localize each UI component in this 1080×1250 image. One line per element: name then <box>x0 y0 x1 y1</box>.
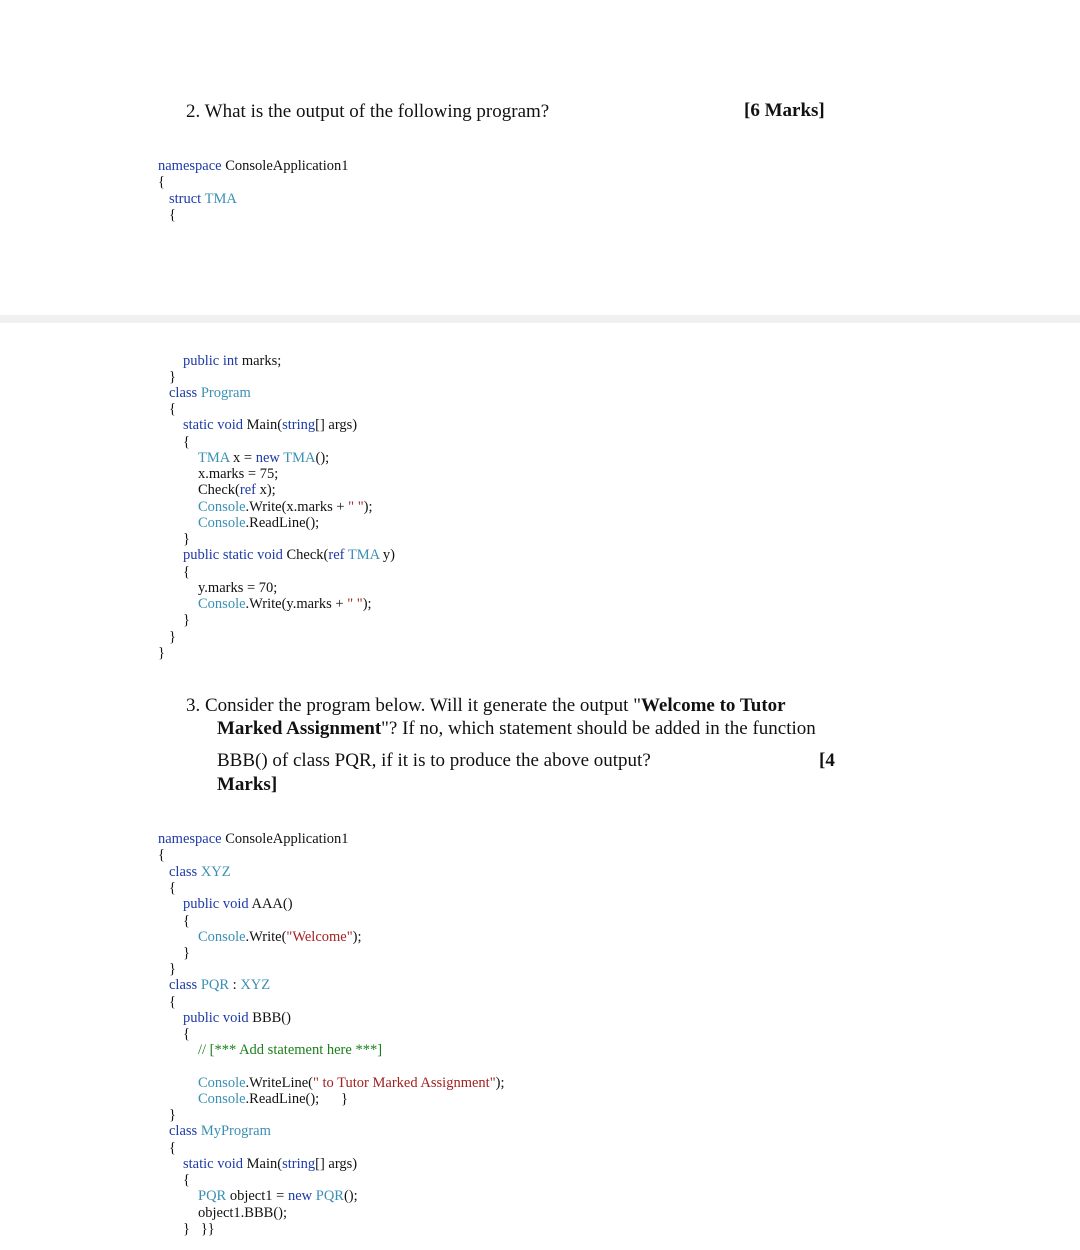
keyword: struct <box>169 191 202 207</box>
code-line: { <box>169 1140 176 1156</box>
type-name: MyProgram <box>200 1123 271 1139</box>
question-number: 2. <box>186 101 201 122</box>
type-name: Console <box>198 596 246 612</box>
type-name: XYZ <box>240 977 271 993</box>
code-text: x = <box>229 450 256 466</box>
code-text: ); <box>352 929 362 945</box>
keyword: new <box>255 450 280 466</box>
code-line: } <box>169 629 176 645</box>
code-line <box>198 450 329 466</box>
code-line <box>183 547 395 563</box>
code-line: } <box>183 531 190 547</box>
code-line <box>198 929 362 945</box>
code-text: .Write( <box>245 929 287 945</box>
code-line: { <box>183 913 190 929</box>
question-text-bold: Welcome to Tutor <box>640 695 786 716</box>
code-text: .ReadLine(); } <box>245 1091 348 1107</box>
code-line: { <box>158 174 165 190</box>
type-name: Console <box>198 1091 246 1107</box>
code-line: { <box>169 994 176 1010</box>
code-line <box>183 353 281 369</box>
code-text: ); <box>363 499 373 515</box>
type-name: TMA <box>283 450 316 466</box>
code-text: (); <box>315 450 330 466</box>
code-line <box>169 977 270 993</box>
keyword: class <box>169 977 198 993</box>
type-name: TMA <box>347 547 380 563</box>
keyword: string <box>282 417 316 433</box>
question-3-line-1 <box>186 695 786 717</box>
keyword: public <box>183 547 220 563</box>
question-2-marks: [6 Marks] <box>744 100 825 121</box>
code-text: BBB() <box>248 1010 291 1026</box>
code-line <box>183 1010 291 1026</box>
keyword: void <box>222 1010 249 1026</box>
type-name: TMA <box>198 450 230 466</box>
keyword: namespace <box>158 158 222 174</box>
code-text: y) <box>379 547 395 563</box>
type-name: PQR <box>200 977 230 993</box>
type-name: XYZ <box>200 864 231 880</box>
page-separator <box>0 315 1080 323</box>
code-line: object1.BBB(); <box>198 1205 288 1221</box>
type-name: Console <box>198 515 246 531</box>
string-literal: " " <box>348 499 364 515</box>
code-line <box>198 1091 348 1107</box>
keyword: void <box>222 896 249 912</box>
keyword: int <box>222 353 239 369</box>
code-text: .Write(x.marks + <box>245 499 349 515</box>
question-number: 3. <box>186 695 201 716</box>
keyword: class <box>169 864 198 880</box>
keyword: void <box>257 547 283 563</box>
code-line <box>198 1188 358 1204</box>
code-text: x); <box>255 482 276 498</box>
question-text-bold: Marked Assignment <box>217 718 382 739</box>
keyword: ref <box>239 482 256 498</box>
question-text: What is the output of the following program? <box>204 101 550 122</box>
code-line: { <box>183 434 190 450</box>
code-text: object1 = <box>226 1188 288 1204</box>
code-line: x.marks = 75; <box>198 466 279 482</box>
code-text: .WriteLine( <box>245 1075 313 1091</box>
code-line <box>198 499 372 515</box>
code-line: } <box>169 369 176 385</box>
keyword: static <box>222 547 254 563</box>
code-line <box>183 417 357 433</box>
code-line <box>169 864 231 880</box>
keyword: class <box>169 1123 198 1139</box>
code-line: } <box>169 1107 176 1123</box>
code-line: } <box>169 961 176 977</box>
question-3-line-2 <box>217 718 816 740</box>
code-line: { <box>183 1172 190 1188</box>
keyword: new <box>287 1188 313 1204</box>
code-text: [] args) <box>315 417 358 433</box>
code-line: } <box>158 645 165 661</box>
question-text: "? If no, which statement should be added in the function <box>381 718 816 739</box>
namespace-name: ConsoleApplication1 <box>225 158 349 174</box>
keyword: void <box>217 417 244 433</box>
code-comment: // [*** Add statement here ***] <box>198 1042 383 1058</box>
code-text: marks; <box>238 353 282 369</box>
code-text: Main( <box>243 417 283 433</box>
code-line: { <box>183 1026 190 1042</box>
code-line <box>169 385 251 401</box>
type-name: Program <box>200 385 251 401</box>
type-name: Console <box>198 1075 246 1091</box>
code-line <box>183 896 293 912</box>
code-text: Check( <box>198 482 240 498</box>
code-line <box>198 482 276 498</box>
keyword: ref <box>328 547 345 563</box>
code-line: } <box>183 945 190 961</box>
code-text: Check( <box>282 547 329 563</box>
page-sheet-2 <box>0 323 1080 1250</box>
code-line <box>198 515 319 531</box>
code-line: y.marks = 70; <box>198 580 278 596</box>
code-text: ); <box>362 596 372 612</box>
type-name: PQR <box>315 1188 344 1204</box>
code-text: .Write(y.marks + <box>245 596 348 612</box>
question-3-line-3: BBB() of class PQR, if it is to produce the above output? <box>217 750 651 771</box>
type-name: Console <box>198 929 246 945</box>
code-text: .ReadLine(); <box>245 515 320 531</box>
code-line <box>198 1075 504 1091</box>
keyword: static <box>183 417 214 433</box>
code-line <box>169 191 237 207</box>
code-line <box>169 1123 271 1139</box>
string-literal: " to Tutor Marked Assignment" <box>312 1075 496 1091</box>
keyword: public <box>183 896 220 912</box>
code-line: { <box>169 401 176 417</box>
code-text: ); <box>495 1075 505 1091</box>
string-literal: "Welcome" <box>286 929 353 945</box>
code-text: (); <box>343 1188 358 1204</box>
code-line <box>183 1156 357 1172</box>
code-line <box>158 831 348 847</box>
code-text: Main( <box>243 1156 283 1172</box>
code-line <box>158 158 348 174</box>
code-text: [] args) <box>315 1156 358 1172</box>
namespace-name: ConsoleApplication1 <box>225 831 349 847</box>
keyword: static <box>183 1156 214 1172</box>
string-literal: " " <box>347 596 363 612</box>
code-line: } <box>183 612 190 628</box>
keyword: namespace <box>158 831 222 847</box>
code-text: AAA() <box>248 896 293 912</box>
code-line: { <box>169 207 176 223</box>
keyword: string <box>282 1156 316 1172</box>
keyword: public <box>183 1010 220 1026</box>
question-3-marks-cont: Marks] <box>217 774 278 795</box>
page-sheet-1 <box>0 0 1080 315</box>
question-text: Consider the program below. Will it generate the output " <box>205 695 641 716</box>
type-name: TMA <box>204 191 237 207</box>
keyword: void <box>217 1156 244 1172</box>
keyword: class <box>169 385 198 401</box>
type-name: PQR <box>198 1188 227 1204</box>
code-line <box>198 596 372 612</box>
code-line: } }} <box>183 1221 215 1237</box>
question-3-marks: [4 <box>819 750 835 771</box>
code-line: { <box>158 847 165 863</box>
code-text: : <box>229 977 241 993</box>
keyword: public <box>183 353 220 369</box>
code-line: { <box>169 880 176 896</box>
type-name: Console <box>198 499 246 515</box>
code-line: { <box>183 564 190 580</box>
question-2-heading <box>186 100 549 124</box>
